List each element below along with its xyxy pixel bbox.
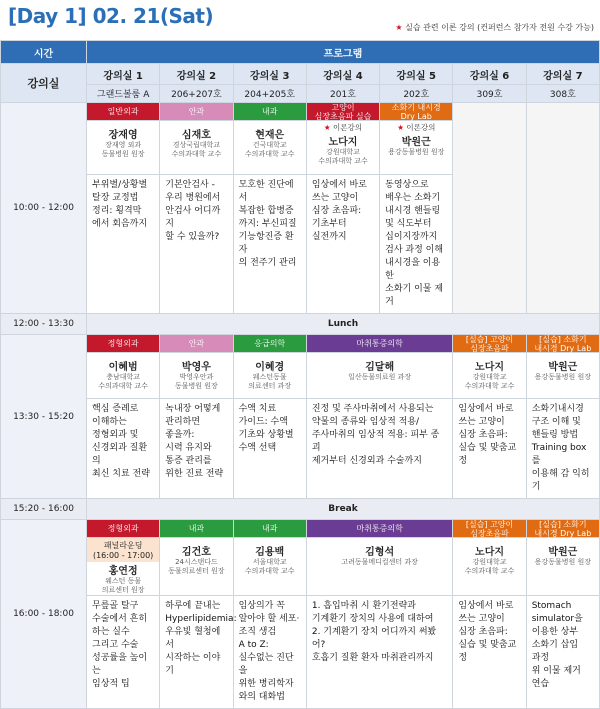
topic-cell (306, 175, 379, 314)
legend (395, 22, 594, 33)
track-tag: [실습] 고양이 심장초음파 (453, 520, 525, 537)
room-location: 309호 (453, 85, 526, 103)
lecture-topic: 수액 치료 가이드: 수액 기초와 상황별 수액 선택 (238, 404, 294, 453)
track-tag: 마취통증의학 (307, 335, 453, 352)
room-sub-row (1, 85, 600, 103)
break-label: Break (87, 499, 600, 520)
speaker-cell (306, 353, 453, 399)
speaker-cell (87, 121, 160, 175)
lecture-topic: 소화기내시경 구조 이해 및 핸들링 방법 Training box를 이용해 감 익히기 (531, 404, 590, 492)
program-header: 프로그램 (87, 41, 600, 64)
lecture-topic: 1. 흡입마취 시 환기전략과 기계환기 장치의 사용에 대하여 2. 기계환기 장치 어디까지 써봤어? 호흡기 질환 환자 마취관리까지 (311, 601, 437, 663)
speaker-affiliation: 용강동물병원 원장 (388, 148, 445, 156)
room-location: 308호 (526, 85, 599, 103)
topic-cell (306, 596, 453, 709)
session-time: 13:30 - 15:20 (1, 335, 87, 499)
track-tag: 내과 (234, 103, 306, 120)
room-name: 강의실 5 (380, 64, 453, 85)
track-tag: [실습] 소화기 내시경 Dry Lab (527, 520, 599, 537)
lecture-topic: 핵심 증례로 이해하는 정형외과 및 신경외과 질환의 최신 치료 전략 (92, 404, 150, 479)
speaker-affiliation: 건국대학교 수의과대학 교수 (244, 141, 295, 158)
room-name: 강의실 6 (453, 64, 526, 85)
track-tag: 안과 (160, 335, 232, 352)
speaker-name: 이혜경 (255, 362, 285, 373)
day-title: [Day 1] 02. 21(Sat) (8, 4, 214, 28)
lecture-topic: 부위별/상황별 탈장 교정법 정리: 횡격막 에서 회음까지 (92, 180, 148, 229)
speaker-affiliation: 서울대학교 수의과대학 교수 (244, 558, 295, 575)
header-row (1, 41, 600, 64)
speaker-name: 홍연정 (108, 566, 138, 577)
topic-cell (453, 596, 526, 709)
room-location: 그랜드볼룸 A (87, 85, 160, 103)
star-icon: ★ (395, 23, 403, 32)
lecture-topic: 무릎골 탈구 수술에서 흔히 하는 실수 그리고 수술 성공률을 높이는 임상적 팁 (92, 601, 148, 689)
speaker-cell (233, 121, 306, 175)
speaker-affiliation: 경상국립대학교 수의과대학 교수 (171, 141, 222, 158)
page-header (0, 0, 600, 40)
room-header: 강의실 (1, 64, 87, 103)
speaker-cell (453, 538, 526, 596)
speaker-affiliation: 장재영 외과 동물병원 원장 (101, 141, 145, 158)
empty-cell (453, 103, 526, 314)
panel-rounding: 패널라운딩 (16:00 - 17:00) (87, 538, 159, 562)
lunch-time: 12:00 - 13:30 (1, 314, 87, 335)
room-name: 강의실 7 (526, 64, 599, 85)
speaker-name: 박원근 (548, 547, 578, 558)
topic-cell (87, 175, 160, 314)
speaker-affiliation: 웨스턴 동물 의료센터 원장 (101, 577, 145, 594)
session2-topic-row (1, 399, 600, 499)
speaker-affiliation: 용강동물병원 원장 (534, 373, 591, 381)
speaker-cell (453, 353, 526, 399)
speaker-cell (87, 538, 160, 596)
speaker-cell (306, 538, 453, 596)
session3-topic-row (1, 596, 600, 709)
topic-cell (380, 175, 453, 314)
topic-cell (160, 596, 237, 709)
track-tag: 정형외과 (87, 335, 159, 352)
session2-speaker-row (1, 353, 600, 399)
room-location: 206+207호 (160, 85, 233, 103)
break-time: 15:20 - 16:00 (1, 499, 87, 520)
session3-tag-row (1, 520, 600, 538)
room-name: 강의실 3 (233, 64, 306, 85)
room-row (1, 64, 600, 85)
session-time: 10:00 - 12:00 (1, 103, 87, 314)
speaker-cell (160, 353, 233, 399)
topic-cell (233, 175, 306, 314)
star-icon: ★ (397, 123, 404, 132)
legend-text: 실습 관련 이론 강의 (컨퍼런스 참가자 전원 수강 가능) (402, 23, 594, 32)
speaker-affiliation: 강원대학교 수의과대학 교수 (464, 373, 515, 390)
speaker-name: 현재은 (255, 130, 285, 141)
track-tag: [실습] 소화기 내시경 Dry Lab (527, 335, 599, 352)
speaker-cell (380, 121, 453, 175)
room-name: 강의실 2 (160, 64, 233, 85)
speaker-affiliation: 박영우안과 동물병원 원장 (175, 373, 218, 390)
speaker-name: 노다지 (475, 547, 505, 558)
speaker-affiliation: 강원대학교 수의과대학 교수 (464, 558, 515, 575)
topic-cell (453, 399, 526, 499)
lecture-topic: 임상의가 꼭 알아야 할 세포· 조직 생검 A to Z: 실수없는 진단을 위한 병리학자 와의 대화법 (238, 601, 300, 702)
track-tag: 일반외과 (87, 103, 159, 120)
topic-cell (306, 399, 453, 499)
session2-tag-row (1, 335, 600, 353)
star-icon: ★ (323, 123, 331, 132)
speaker-affiliation: 고려동물메디컬센터 과장 (341, 558, 418, 566)
lunch-label: Lunch (87, 314, 600, 335)
speaker-name: 장재영 (108, 130, 138, 141)
topic-cell (526, 399, 599, 499)
lecture-topic: 모호한 진단에서 복잡한 합병증 까지: 부신피질 기능항진증 환자 의 전주기 관리 (238, 180, 297, 268)
room-name: 강의실 1 (87, 64, 160, 85)
track-tag: 내과 (234, 520, 306, 537)
speaker-name: 심재호 (181, 130, 211, 141)
lecture-topic: 하루에 끝내는 Hyperlipidemia: 우유빛 혈청에서 시작하는 이야기 (165, 601, 237, 676)
track-tag: 소화기 내시경 Dry Lab (380, 103, 452, 120)
topic-cell (160, 175, 233, 314)
speaker-name: 노다지 (475, 362, 505, 373)
speaker-name: 박영우 (181, 362, 211, 373)
room-location: 202호 (380, 85, 453, 103)
topic-cell (233, 596, 306, 709)
session-time: 16:00 - 18:00 (1, 520, 87, 709)
speaker-affiliation: 일산동물의료원 과장 (348, 373, 412, 381)
speaker-name: 김형석 (365, 547, 395, 558)
speaker-cell (160, 121, 233, 175)
break-row (1, 499, 600, 520)
theory-lecture-note: ★ 이론강의 (397, 123, 436, 132)
room-location: 201호 (306, 85, 379, 103)
speaker-name: 박원근 (548, 362, 578, 373)
track-tag: 정형외과 (87, 520, 159, 537)
lecture-topic: 임상에서 바로 쓰는 고양이 심장 초음파: 실습 및 맞춤교정 (458, 404, 517, 466)
track-tag: [실습] 고양이 심장초음파 (453, 335, 525, 352)
speaker-affiliation: 24시스탠다드 동물의료센터 원장 (168, 558, 225, 575)
session1-tag-row (1, 103, 600, 121)
empty-cell (526, 103, 599, 314)
speaker-cell (160, 538, 233, 596)
speaker-name: 박원근 (401, 137, 431, 148)
speaker-name: 이혜범 (108, 362, 138, 373)
lecture-topic: 임상에서 바로 쓰는 고양이 심장 초음파: 기초부터 실전까지 (311, 180, 367, 242)
topic-cell (160, 399, 233, 499)
theory-lecture-note: ★ 이론강의 (323, 123, 363, 132)
speaker-cell (233, 538, 306, 596)
room-name: 강의실 4 (306, 64, 379, 85)
speaker-name: 노다지 (328, 137, 358, 148)
speaker-cell (87, 353, 160, 399)
speaker-cell (306, 121, 379, 175)
speaker-affiliation: 용강동물병원 원장 (534, 558, 591, 566)
track-tag: 고양이 심장초음파 실습 (307, 103, 379, 120)
time-header: 시간 (1, 41, 87, 64)
speaker-cell (526, 538, 599, 596)
room-location: 204+205호 (233, 85, 306, 103)
speaker-cell (526, 353, 599, 399)
speaker-name: 김건호 (181, 547, 211, 558)
track-tag: 마취통증의학 (307, 520, 453, 537)
topic-cell (87, 596, 160, 709)
track-tag: 내과 (160, 520, 232, 537)
speaker-affiliation: 웨스턴동물 의료센터 과장 (248, 373, 292, 390)
track-tag: 응급의학 (234, 335, 306, 352)
lecture-topic: 녹내장 어떻게 관리하면 좋을까: 시력 유지와 통증 관리를 위한 진료 전략 (165, 404, 224, 479)
speaker-cell (233, 353, 306, 399)
speaker-name: 김달해 (365, 362, 395, 373)
lecture-topic: 임상에서 바로 쓰는 고양이 심장 초음파: 실습 및 맞춤교정 (458, 601, 517, 663)
speaker-affiliation: 강원대학교 수의과대학 교수 (318, 148, 368, 165)
lecture-topic: Stomach simulator을 이용한 상부 소화기 삽입 과정 위 이물 제거 연습 (531, 601, 583, 689)
session3-speaker-row (1, 538, 600, 596)
topic-cell (87, 399, 160, 499)
topic-cell (526, 596, 599, 709)
lecture-topic: 동영상으로 배우는 소화기 내시경 핸들링 및 식도부터 십이지장까지 검사 과정 이해 내시경을 이용한 소화기 이물 제거 (385, 180, 444, 307)
speaker-affiliation: 충남대학교 수의과대학 교수 (98, 373, 148, 390)
lecture-topic: 기본안검사 - 우리 병원에서 안검사 어디까지 할 수 있을까? (165, 180, 221, 242)
lecture-topic: 진정 및 주사마취에서 사용되는 약물의 종류와 임상적 적용/ 주사마취의 임상적 적용: 피부 종괴 제거부터 신경외과 수술까지 (311, 404, 440, 466)
speaker-name: 김용백 (255, 547, 285, 558)
schedule-table (0, 40, 600, 709)
topic-cell (233, 399, 306, 499)
lunch-row (1, 314, 600, 335)
track-tag: 안과 (160, 103, 232, 120)
